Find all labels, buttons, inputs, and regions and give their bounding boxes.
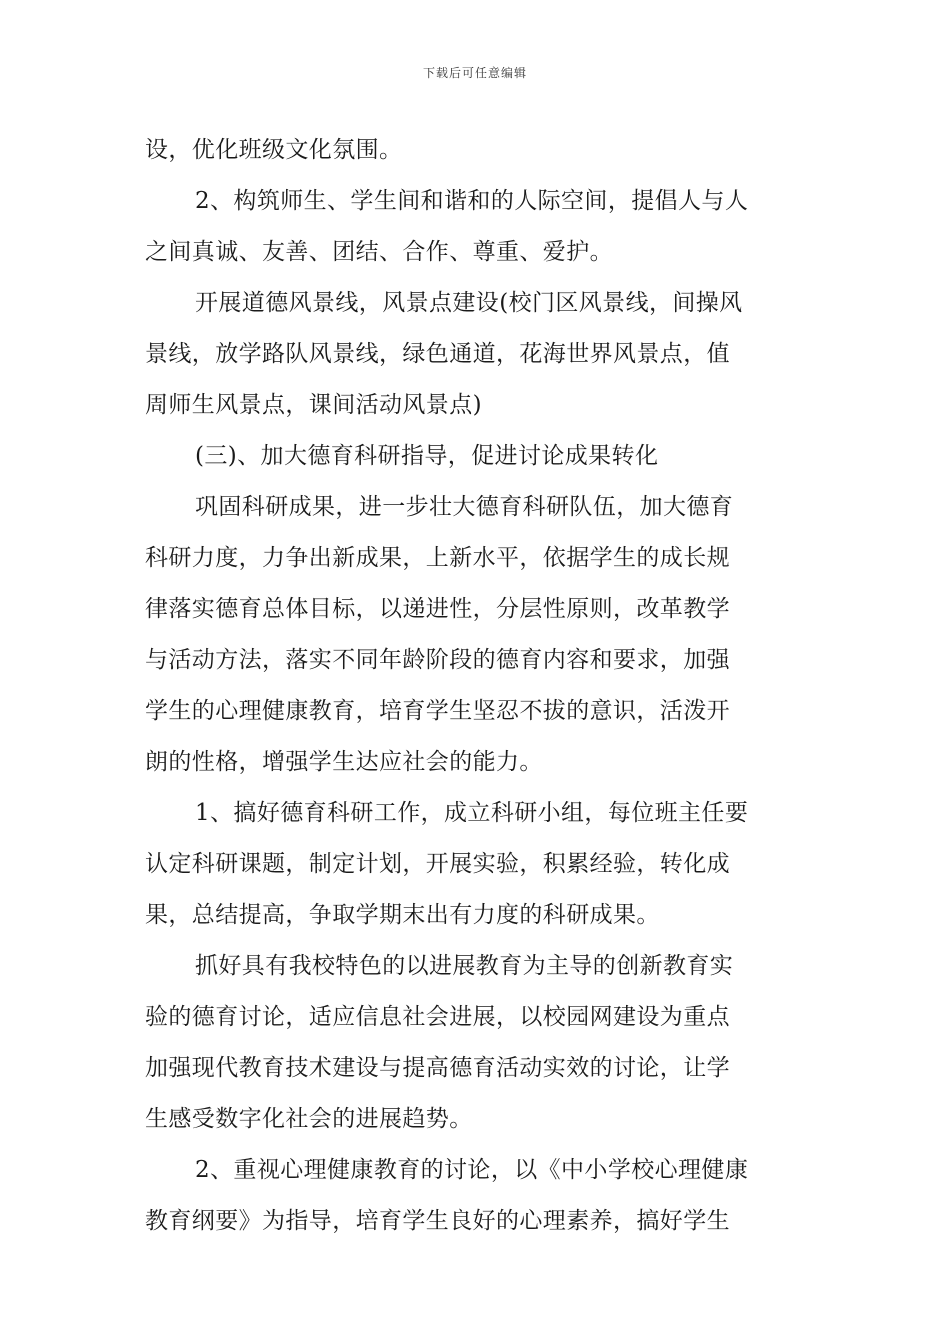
text-line: 设，优化班级文化氛围。: [145, 137, 403, 163]
text-line: 巩固科研成果，进一步壮大德育科研队伍，加大德育: [195, 494, 734, 520]
text-line: 抓好具有我校特色的以进展教育为主导的创新教育实: [195, 953, 734, 979]
text-line: 认定科研课题，制定计划，开展实验，积累经验，转化成: [145, 851, 730, 877]
text-line: 开展道德风景线，风景点建设(校门区风景线，间操风: [195, 290, 743, 316]
text-line: 与活动方法，落实不同年龄阶段的德育内容和要求，加强: [145, 647, 730, 673]
text-line: 朗的性格，增强学生达应社会的能力。: [145, 749, 543, 775]
text-line: 科研力度，力争出新成果，上新水平，依据学生的成长规: [145, 545, 730, 571]
text-line: 律落实德育总体目标，以递进性，分层性原则，改革教学: [145, 596, 730, 622]
text-line: 2、构筑师生、学生间和谐和的人际空间，提倡人与人: [195, 188, 749, 214]
text-line: 果，总结提高，争取学期末出有力度的科研成果。: [145, 902, 660, 928]
text-line: 生感受数字化社会的进展趋势。: [145, 1106, 473, 1132]
section-heading: (三)、加大德育科研指导，促进讨论成果转化: [195, 443, 659, 469]
text-line: 加强现代教育技术建设与提高德育活动实效的讨论，让学: [145, 1055, 730, 1081]
page-header: 下载后可任意编辑: [422, 66, 527, 80]
text-line: 周师生风景点，课间活动风景点): [145, 392, 482, 418]
text-line: 1、搞好德育科研工作，成立科研小组，每位班主任要: [195, 800, 749, 826]
text-line: 2、重视心理健康教育的讨论，以《中小学校心理健康: [195, 1157, 749, 1183]
text-line: 景线，放学路队风景线，绿色通道，花海世界风景点，值: [145, 341, 730, 367]
text-line: 之间真诚、友善、团结、合作、尊重、爱护。: [145, 239, 613, 265]
text-line: 验的德育讨论，适应信息社会进展，以校园网建设为重点: [145, 1004, 730, 1030]
document-body: [145, 128, 809, 1250]
text-line: 教育纲要》为指导，培育学生良好的心理素养，搞好学生: [145, 1208, 730, 1234]
text-line: 学生的心理健康教育，培育学生坚忍不拔的意识，活泼开: [145, 698, 730, 724]
